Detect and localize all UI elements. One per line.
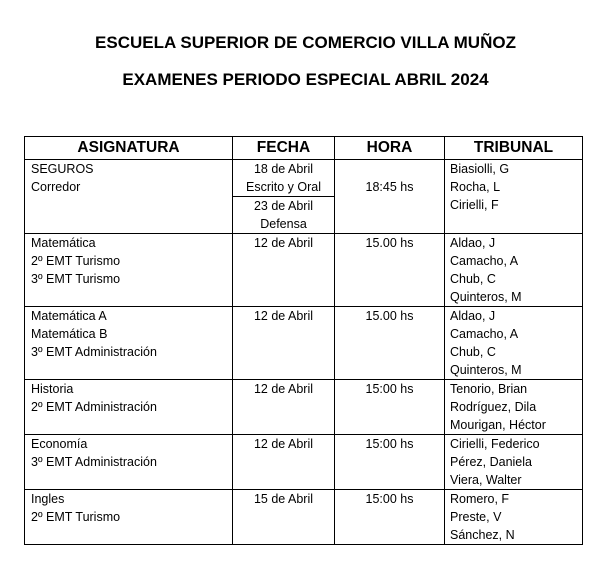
tribunal-member: Cirielli, F <box>450 198 499 212</box>
fecha-value: 12 de Abril <box>253 236 314 250</box>
hora-value: 15.00 hs <box>365 309 414 323</box>
hora-cell <box>335 380 445 435</box>
tribunal-cell <box>445 490 583 545</box>
page-subtitle: EXAMENES PERIODO ESPECIAL ABRIL 2024 <box>122 70 489 89</box>
tribunal-cell <box>445 307 583 380</box>
header-hora: HORA <box>335 137 445 160</box>
tribunal-cell <box>445 160 583 234</box>
asignatura-line: 3º EMT Administración <box>31 345 157 359</box>
table-row <box>25 307 583 380</box>
exams-table <box>24 136 583 545</box>
asignatura-line: Matemática A <box>31 309 107 323</box>
hora-cell <box>335 234 445 307</box>
asignatura-cell <box>25 307 233 380</box>
fecha-cell <box>233 307 335 380</box>
hora-cell <box>335 160 445 234</box>
fecha-value: 12 de Abril <box>253 309 314 323</box>
fecha-line: 18 de Abril <box>253 162 314 176</box>
asignatura-line: SEGUROS <box>31 162 94 176</box>
asignatura-line: 2º EMT Turismo <box>31 254 121 268</box>
fecha-line: 23 de Abril <box>253 199 314 213</box>
tribunal-member: Chub, C <box>450 272 496 286</box>
table-row <box>25 160 583 234</box>
tribunal-member: Aldao, J <box>450 236 496 250</box>
asignatura-line: 3º EMT Turismo <box>31 272 121 286</box>
fecha-line: Escrito y Oral <box>245 180 321 194</box>
hora-value: 15:00 hs <box>365 437 414 451</box>
tribunal-cell <box>445 234 583 307</box>
tribunal-member: Aldao, J <box>450 309 496 323</box>
table-row <box>25 435 583 490</box>
hora-cell <box>335 490 445 545</box>
table-row <box>25 490 583 545</box>
table-row <box>25 380 583 435</box>
tribunal-member: Viera, Walter <box>450 473 522 487</box>
tribunal-member: Mourigan, Héctor <box>450 418 546 432</box>
fecha-cell <box>233 435 335 490</box>
tribunal-member: Chub, C <box>450 345 496 359</box>
fecha-cell <box>233 490 335 545</box>
asignatura-line: Economía <box>31 437 88 451</box>
asignatura-line: Ingles <box>31 492 65 506</box>
hora-cell <box>335 435 445 490</box>
header-fecha: FECHA <box>233 137 335 160</box>
asignatura-cell <box>25 160 233 234</box>
header-asignatura: ASIGNATURA <box>25 137 233 160</box>
asignatura-cell <box>25 490 233 545</box>
tribunal-member: Sánchez, N <box>450 528 515 542</box>
tribunal-member: Quinteros, M <box>450 290 522 304</box>
asignatura-line: Matemática B <box>31 327 108 341</box>
fecha-value: 12 de Abril <box>253 437 314 451</box>
fecha-cell <box>233 160 335 234</box>
table-row <box>25 234 583 307</box>
tribunal-member: Romero, F <box>450 492 510 506</box>
tribunal-member: Biasiolli, G <box>450 162 510 176</box>
asignatura-line: Historia <box>31 382 74 396</box>
tribunal-member: Quinteros, M <box>450 363 522 377</box>
tribunal-cell <box>445 380 583 435</box>
tribunal-member: Rocha, L <box>450 180 501 194</box>
asignatura-line: 2º EMT Turismo <box>31 510 121 524</box>
tribunal-member: Cirielli, Federico <box>450 437 540 451</box>
asignatura-cell <box>25 234 233 307</box>
hora-value: 18:45 hs <box>365 180 414 194</box>
asignatura-line: Matemática <box>31 236 96 250</box>
fecha-subcell-escrito <box>233 160 334 197</box>
tribunal-member: Camacho, A <box>450 254 519 268</box>
tribunal-member: Pérez, Daniela <box>450 455 532 469</box>
fecha-value: 15 de Abril <box>253 492 314 506</box>
fecha-value: 12 de Abril <box>253 382 314 396</box>
asignatura-line: 3º EMT Administración <box>31 455 157 469</box>
hora-value: 15:00 hs <box>365 382 414 396</box>
fecha-cell <box>233 234 335 307</box>
asignatura-line: Corredor <box>31 180 81 194</box>
hora-value: 15.00 hs <box>365 236 414 250</box>
hora-value: 15:00 hs <box>365 492 414 506</box>
fecha-cell <box>233 380 335 435</box>
header-tribunal: TRIBUNAL <box>445 137 583 160</box>
fecha-subcell-defensa <box>233 197 334 233</box>
tribunal-member: Tenorio, Brian <box>450 382 528 396</box>
fecha-line: Defensa <box>260 217 307 231</box>
page-title: ESCUELA SUPERIOR DE COMERCIO VILLA MUÑOZ <box>95 33 516 52</box>
tribunal-member: Rodríguez, Dila <box>450 400 537 414</box>
tribunal-cell <box>445 435 583 490</box>
asignatura-cell <box>25 380 233 435</box>
hora-cell <box>335 307 445 380</box>
asignatura-cell <box>25 435 233 490</box>
asignatura-line: 2º EMT Administración <box>31 400 157 414</box>
tribunal-member: Preste, V <box>450 510 502 524</box>
table-header-row <box>25 137 583 160</box>
tribunal-member: Camacho, A <box>450 327 519 341</box>
